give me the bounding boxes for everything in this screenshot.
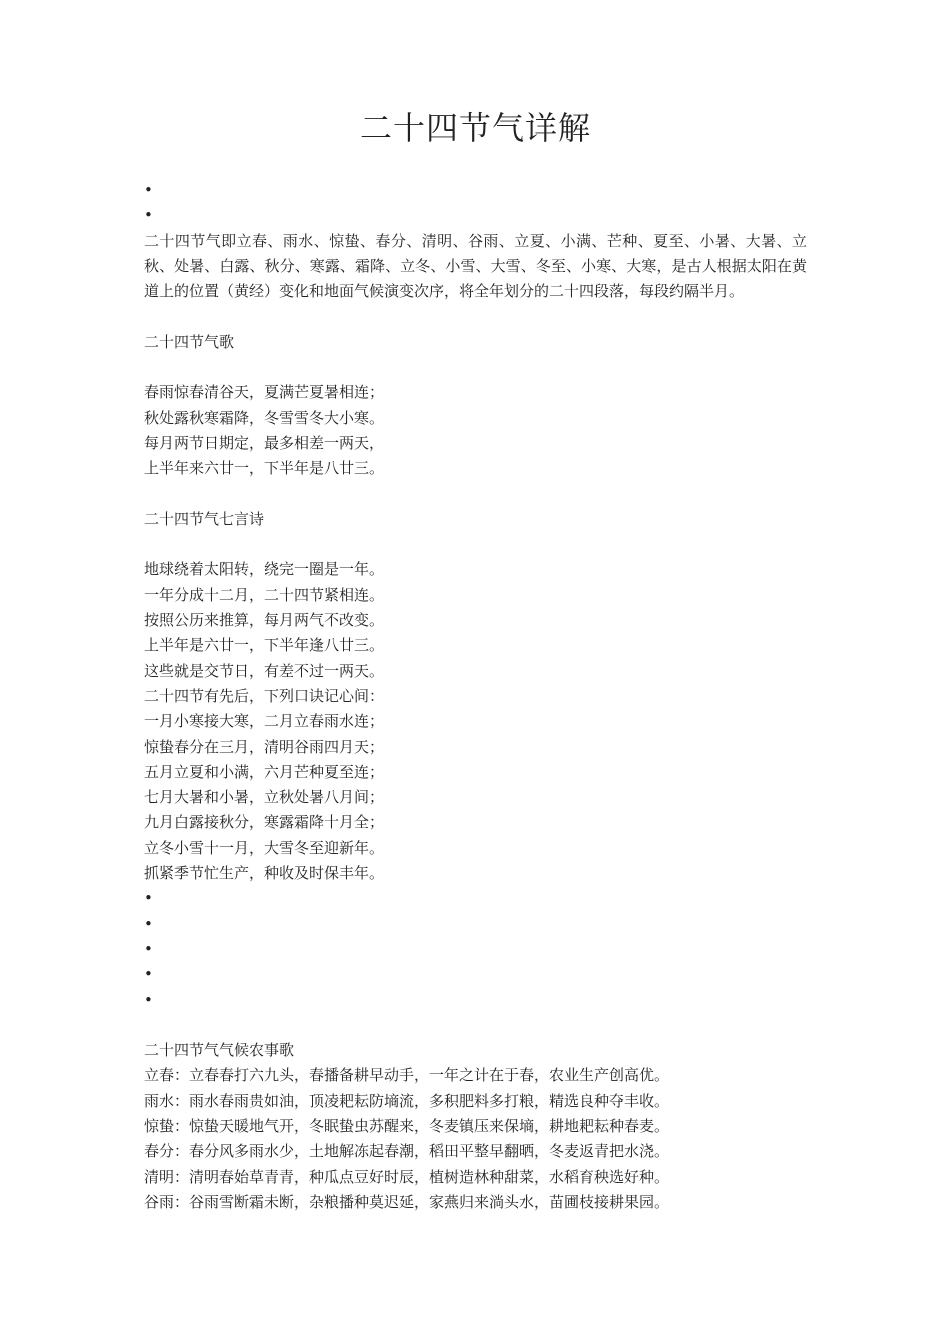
verse-line: 一年分成十二月，二十四节紧相连。 [144, 585, 385, 604]
verse-line: 一月小寒接大寒，二月立春雨水连； [144, 712, 385, 731]
blank-line [144, 355, 807, 380]
song-heading: 二十四节气歌 [144, 332, 235, 351]
farming-heading: 二十四节气气候农事歌 [144, 1041, 295, 1060]
verse-line: 秋处露秋寒霜降，冬雪雪冬大小寒。 [144, 408, 385, 427]
verse-line: 九月白露接秋分，寒露霜降十月全； [144, 813, 385, 832]
bullet-marker [144, 886, 807, 911]
verse-line: 雨水：雨水春雨贵如油，顶凌耙耘防墒流，多积肥料多打粮，精选良种夺丰收。 [144, 1091, 670, 1110]
verse-line: 按照公历来推算，每月两气不改变。 [144, 611, 385, 630]
verse-line: 惊蛰春分在三月，清明谷雨四月天； [144, 737, 385, 756]
poem-verse [144, 557, 807, 886]
verse-line: 这些就是交节日，有差不过一两天。 [144, 661, 385, 680]
bullet-marker [144, 962, 807, 987]
verse-line: 立冬小雪十一月，大雪冬至迎新年。 [144, 838, 385, 857]
blank-line [144, 304, 807, 329]
blank-line [144, 1013, 807, 1038]
verse-line: 谷雨：谷雨雪断霜未断，杂粮播种莫迟延，家燕归来淌头水，苗圃枝接耕果园。 [144, 1192, 670, 1211]
poem-heading: 二十四节气七言诗 [144, 509, 265, 528]
farming-verse [144, 1063, 807, 1215]
verse-line: 上半年来六廿一，下半年是八廿三。 [144, 459, 385, 478]
verse-line: 春分：春分风多雨水少，土地解冻起春潮，稻田平整早翻晒，冬麦返青把水浇。 [144, 1142, 670, 1161]
verse-line: 地球绕着太阳转，绕完一圈是一年。 [144, 560, 385, 579]
verse-line: 抓紧季节忙生产，种收及时保丰年。 [144, 864, 385, 883]
verse-line: 五月立夏和小满，六月芒种夏至连； [144, 762, 385, 781]
verse-line: 二十四节有先后，下列口诀记心间： [144, 686, 385, 705]
verse-line: 每月两节日期定，最多相差一两天， [144, 433, 385, 452]
intro-paragraph: 二十四节气即立春、雨水、惊蛰、春分、清明、谷雨、立夏、小满、芒种、夏至、小暑、大暑、立秋、处暑、白露、秋分、寒露、霜降、立冬、小雪、大雪、冬至、小寒、大寒，是古人根据太阳在黄道上的位置（黄经）变化和地面气候演变次序，将全年划分的二十四段落，每段约隔半月。 [144, 231, 807, 301]
bullet-marker [144, 912, 807, 937]
verse-line: 七月大暑和小暑，立秋处暑八月间； [144, 788, 385, 807]
bullet-marker [144, 203, 807, 228]
verse-line: 立春：立春春打六九头，春播备耕早动手，一年之计在于春，农业生产创高优。 [144, 1066, 670, 1085]
verse-line: 春雨惊春清谷天，夏满芒夏暑相连； [144, 383, 385, 402]
verse-line: 上半年是六廿一，下半年逢八廿三。 [144, 636, 385, 655]
bullet-marker [144, 178, 807, 203]
blank-line [144, 482, 807, 507]
bullet-marker [144, 937, 807, 962]
verse-line: 清明：清明春始草青青，种瓜点豆好时辰，植树造林种甜菜，水稻育秧选好种。 [144, 1167, 670, 1186]
bullet-marker [144, 988, 807, 1013]
blank-line [144, 532, 807, 557]
song-verse [144, 380, 807, 481]
verse-line: 惊蛰：惊蛰天暖地气开，冬眠蛰虫苏醒来，冬麦镇压来保墒，耕地耙耘种春麦。 [144, 1116, 670, 1135]
document-title: 二十四节气详解 [359, 109, 591, 147]
